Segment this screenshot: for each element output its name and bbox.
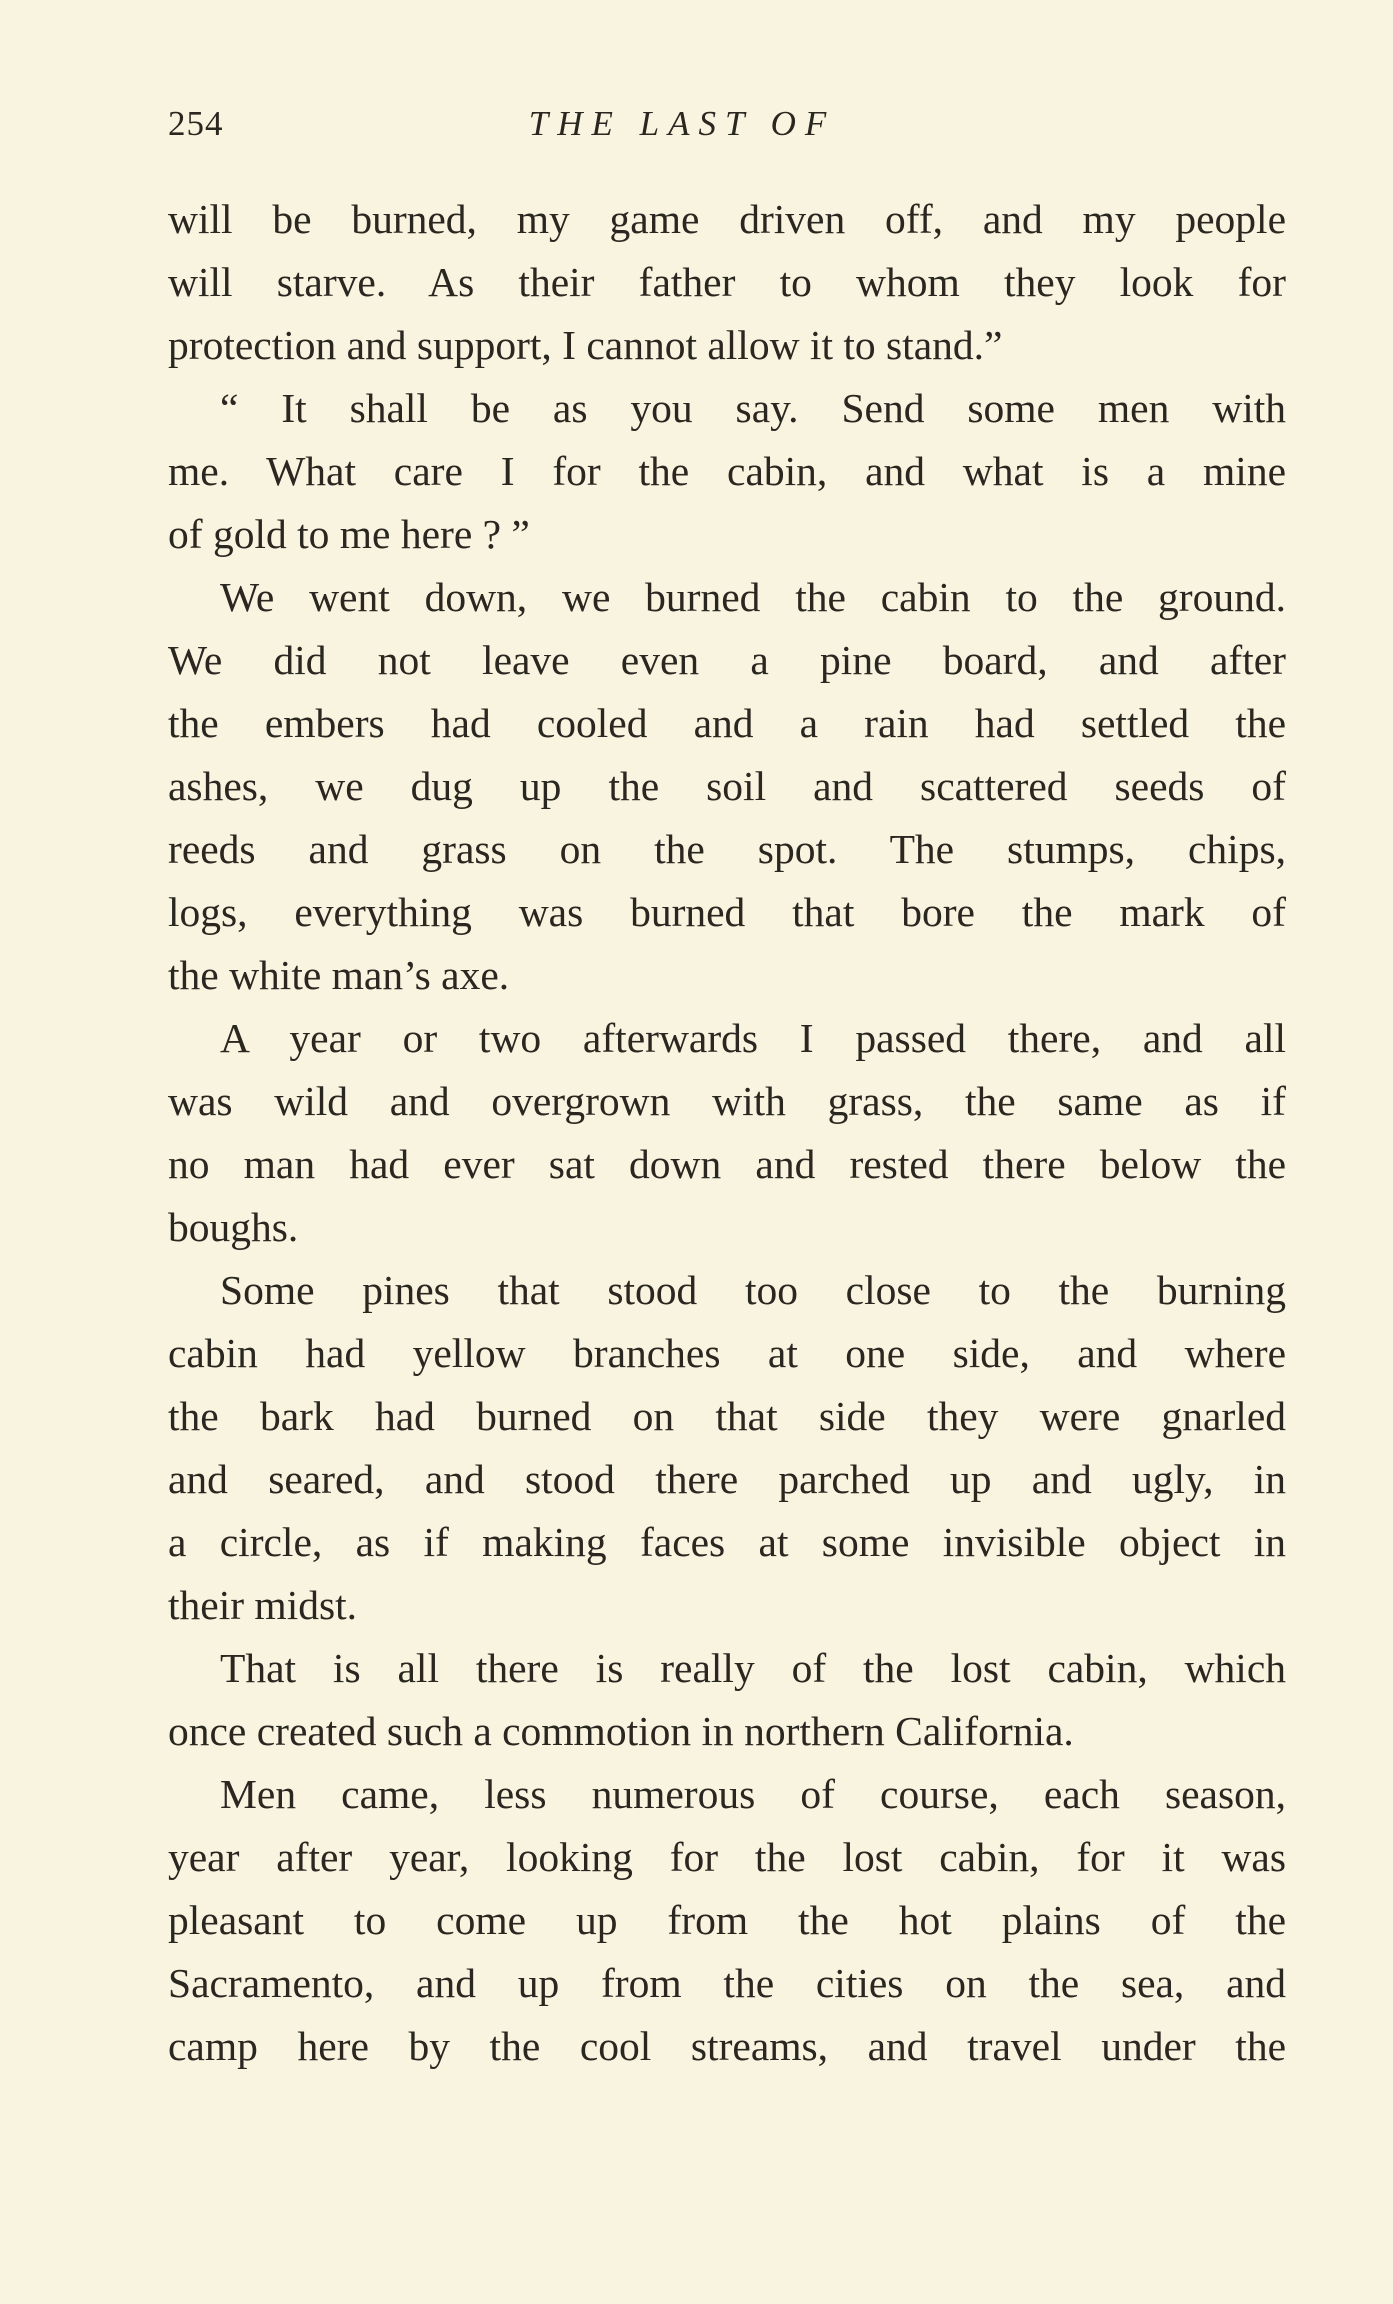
text-line: We did not leave even a pine board, and after <box>168 637 1286 683</box>
text-line: once created such a commotion in northern California. <box>168 1708 1074 1754</box>
text-line: That is all there is really of the lost cabin, which <box>220 1645 1286 1691</box>
text-line: “ It shall be as you say. Send some men with <box>220 385 1286 431</box>
text-line: protection and support, I cannot allow it to stand.” <box>168 322 1003 368</box>
text-line: cabin had yellow branches at one side, and where <box>168 1330 1286 1376</box>
text-line: ashes, we dug up the soil and scattered seeds of <box>168 763 1286 809</box>
text-line: a circle, as if making faces at some invisible object in <box>168 1519 1286 1565</box>
text-line: the embers had cooled and a rain had settled the <box>168 700 1286 746</box>
text-line: camp here by the cool streams, and travel under the <box>168 2023 1286 2069</box>
text-line: was wild and overgrown with grass, the same as if <box>168 1078 1286 1124</box>
running-head <box>168 104 1286 154</box>
text-line: no man had ever sat down and rested there below the <box>168 1141 1286 1187</box>
text-line: their midst. <box>168 1582 358 1628</box>
text-line: Some pines that stood too close to the burning <box>220 1267 1286 1313</box>
text-line: of gold to me here ? ” <box>168 511 530 557</box>
text-line: Sacramento, and up from the cities on the sea, and <box>168 1960 1286 2006</box>
text-line: A year or two afterwards I passed there, and all <box>220 1015 1286 1061</box>
text-line: pleasant to come up from the hot plains of the <box>168 1897 1286 1943</box>
text-line: me. What care I for the cabin, and what is a mine <box>168 448 1286 494</box>
text-line: will be burned, my game driven off, and my people <box>168 196 1286 242</box>
text-line: and seared, and stood there parched up and ugly, in <box>168 1456 1286 1502</box>
text-line: We went down, we burned the cabin to the ground. <box>220 574 1286 620</box>
text-line: Men came, less numerous of course, each season, <box>220 1771 1286 1817</box>
text-line: year after year, looking for the lost cabin, for it was <box>168 1834 1286 1880</box>
running-title: THE LAST OF <box>528 104 836 143</box>
text-line: logs, everything was burned that bore the mark of <box>168 889 1286 935</box>
text-line: the white man’s axe. <box>168 952 510 998</box>
text-line: the bark had burned on that side they were gnarled <box>168 1393 1286 1439</box>
text-line: reeds and grass on the spot. The stumps, chips, <box>168 826 1286 872</box>
body-text <box>168 188 1286 2078</box>
text-line: will starve. As their father to whom they look for <box>168 259 1286 305</box>
text-line: boughs. <box>168 1204 299 1250</box>
page-number: 254 <box>168 104 224 143</box>
